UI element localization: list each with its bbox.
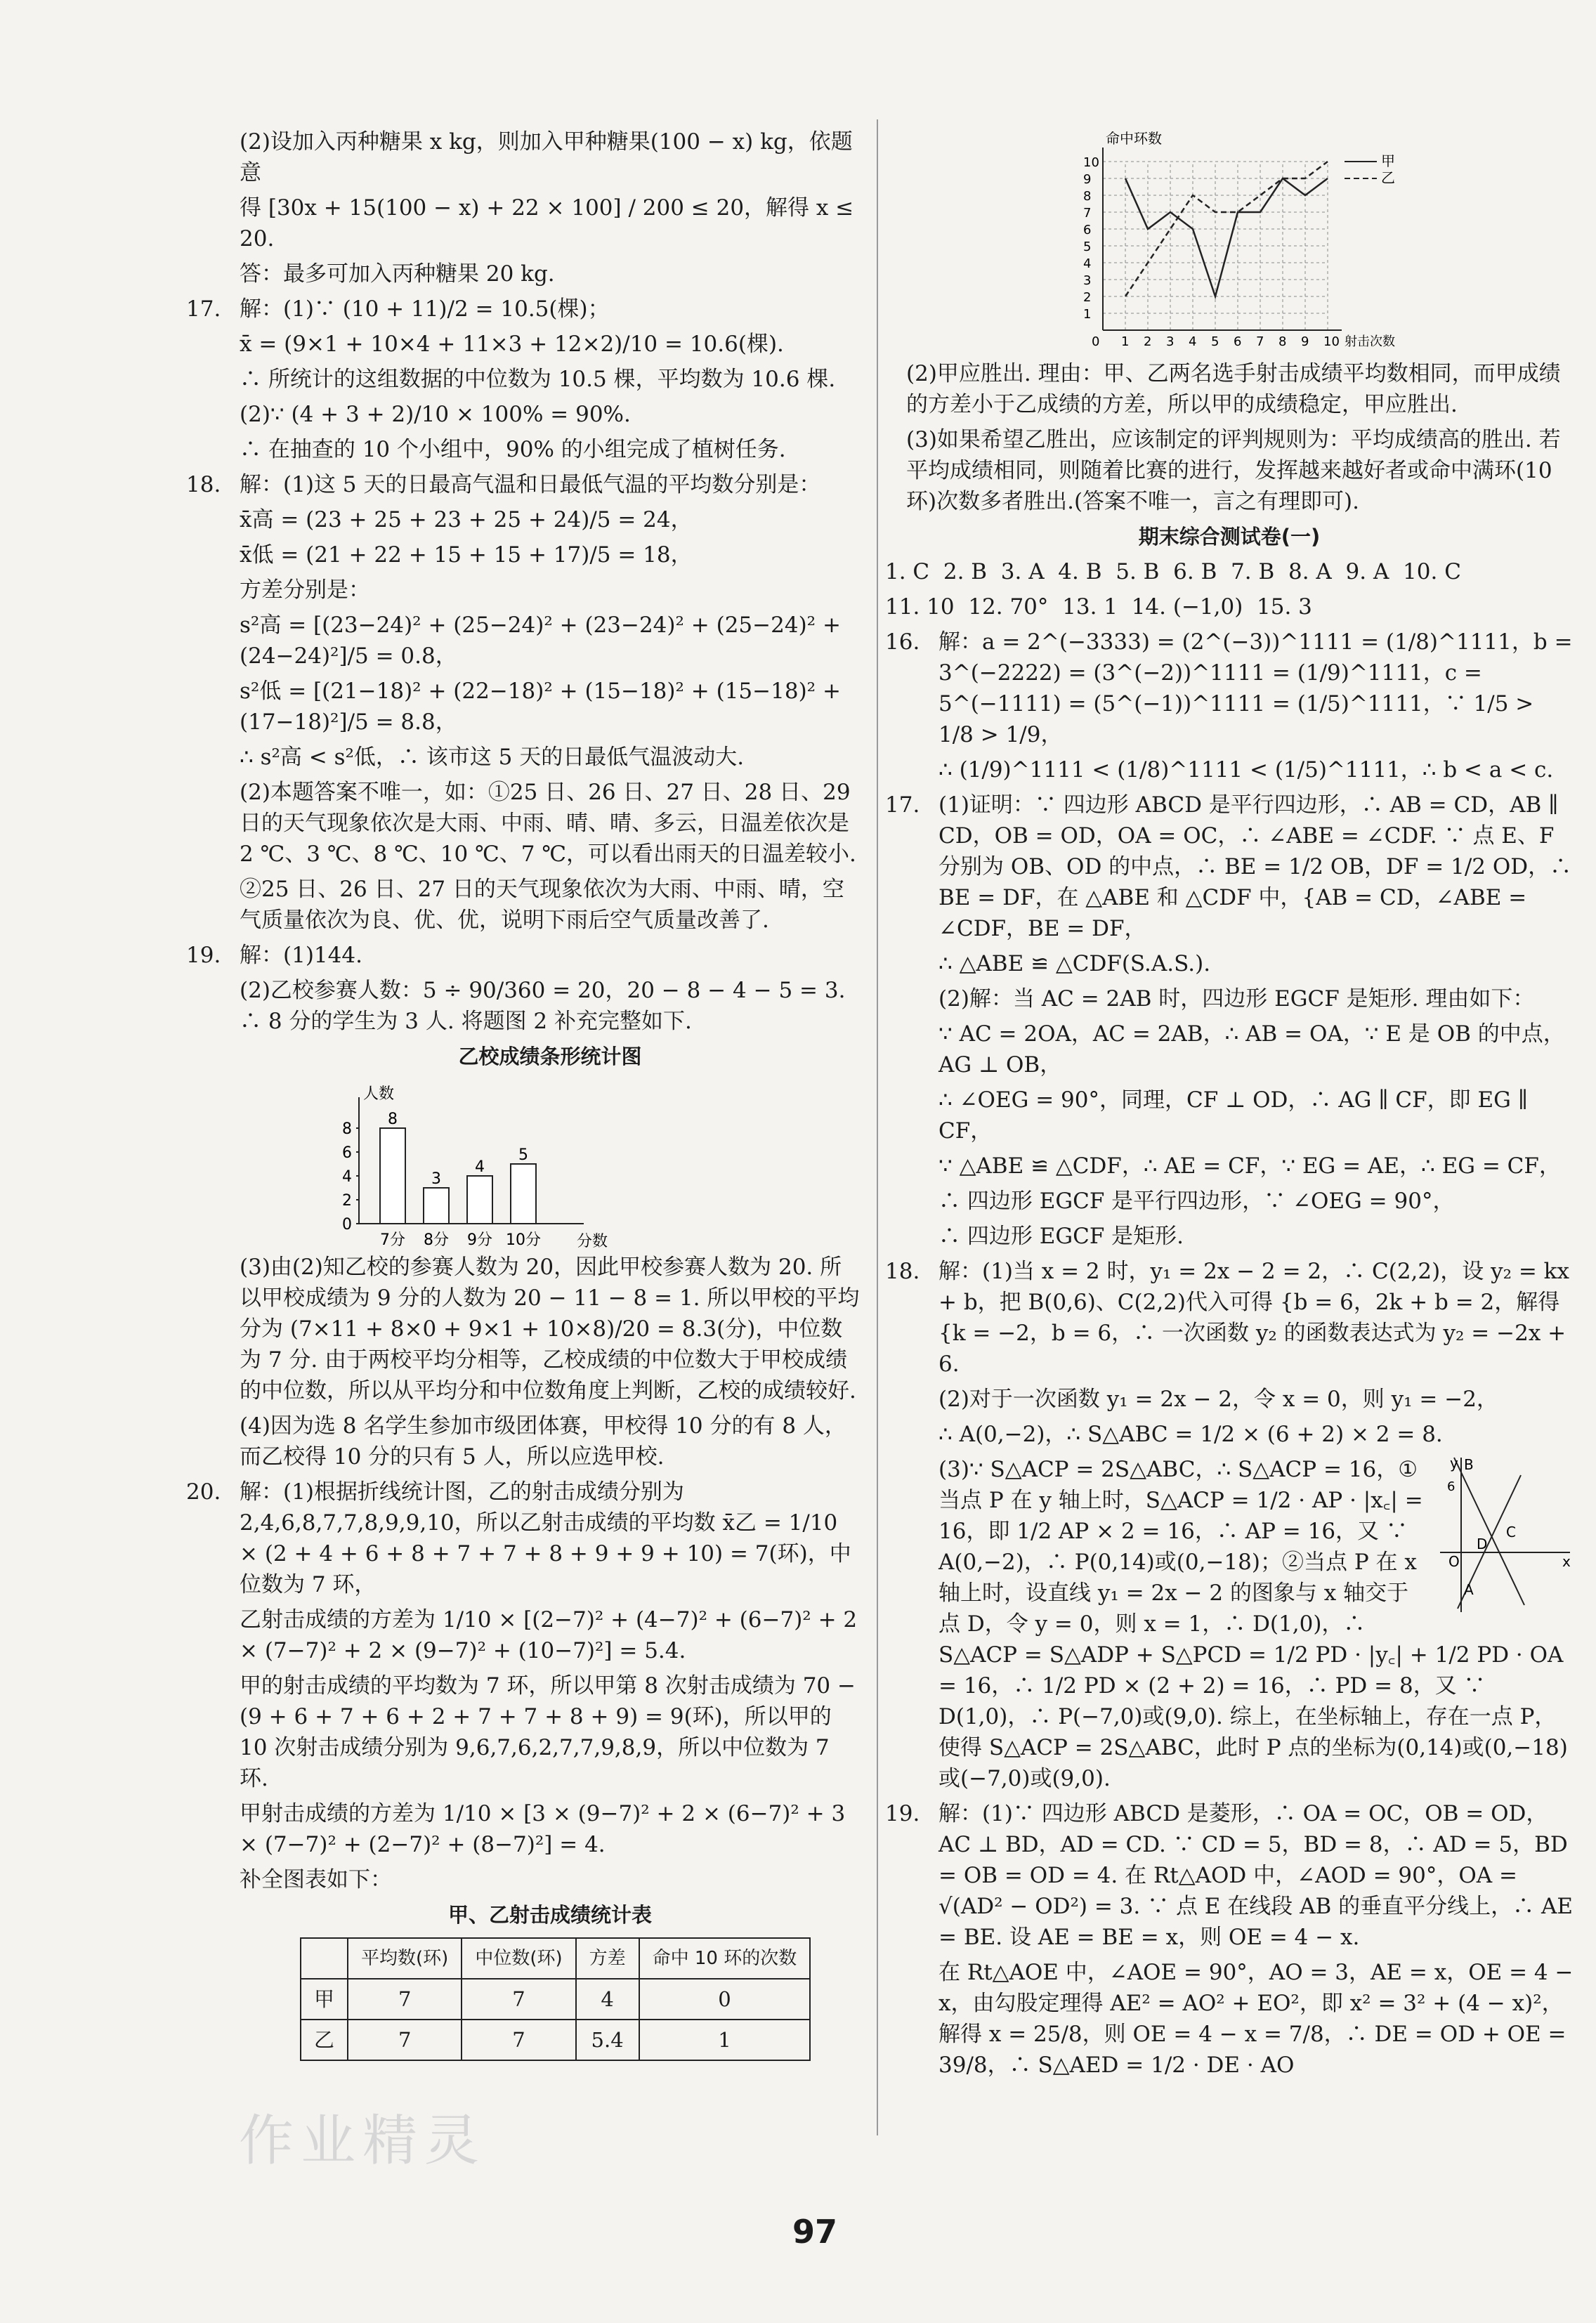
q16-part2: (2)设加入丙种糖果 x kg，则加入甲种糖果(100 − x) kg，依题意 得 [30x + 15(100 − x) + 22 × 100] / 200 ≤ 20，解得 x ≤ 20. 答：最多可加入丙种糖果 20 kg.: [240, 129, 861, 287]
category-label: 9分: [467, 1231, 492, 1249]
exam-title: 期末综合测试卷(一): [1138, 525, 1321, 549]
page-number: 97: [792, 2213, 837, 2251]
table-row: 乙 7 7 5.4 1: [301, 2020, 810, 2060]
q19-solution-right: 19. 解：(1)∵ 四边形 ABCD 是菱形，∴ OA = OC，OB = OD，AC ⊥ BD，AD = CD. ∵ CD = 5，BD = 8，∴ AD = 5，BD = OB = OD = 4. 在 Rt△AOD 中，∠AOD = 90°，OA = √(AD² − OD²) = 3. ∵ 点 E 在线段 AB 的垂直平分线上，∴ AE = BE. 设 AE = BE = x，则 OE = 4 − x. 在 Rt△AOE 中，∠AOE = 90°，AO = 3，AE = x，OE = 4 − x，由勾股定理得 AE² = AO² + EO²，即 x² = 3² + (4 − x)²，解得 x = 25/8，则 OE = 4 − x = 7/8，∴ DE = OD + OE = 39/8，∴ S△AED = 1/2 · DE · AO: [885, 1801, 1581, 2078]
label-x: x: [1562, 1553, 1571, 1570]
line-chart: [1068, 126, 1461, 358]
shooting-stat-table: [300, 1937, 811, 2061]
category-label: 10分: [506, 1231, 541, 1249]
right-column: [885, 126, 1581, 2085]
y-tick-label: 8: [1083, 189, 1092, 204]
x-tick-label: 10: [1323, 334, 1340, 349]
y-tick-label: 7: [1083, 206, 1092, 221]
q17-proof: 17. (1)证明：∵ 四边形 ABCD 是平行四边形，∴ AB = CD，AB ∥ CD，OB = OD，OA = OC，∴ ∠ABE = ∠CDF. ∵ 点 E、F 分别为 OB、OD 的中点，∴ BE = 1/2 OB，DF = 1/2 OD，∴ BE = DF，在 △ABE 和 △CDF 中，{AB = CD，∠ABE = ∠CDF，BE = DF， ∴ △ABE ≌ △CDF(S.A.S.). (2)解：当 AC = 2AB 时，四边形 EGCF 是矩形. 理由如下： ∵ AC = 2OA，AC = 2AB，∴ AB = OA，∵ E 是 OB 的中点，AG ⊥ OB， ∴ ∠OEG = 90°，同理，CF ⊥ OD，∴ AG ∥ CF，即 EG ∥ CF， ∵ △ABE ≌ △CDF，∴ AE = CF，∵ EG = AE，∴ EG = CF， ∴ 四边形 EGCF 是平行四边形，∵ ∠OEG = 90°， ∴ 四边形 EGCF 是矩形.: [885, 792, 1578, 1249]
x-tick-label: 1: [1121, 334, 1130, 349]
y-tick-label: 0: [342, 1216, 352, 1234]
y-axis-label: 人数: [363, 1085, 395, 1103]
x-tick-label: 3: [1166, 334, 1175, 349]
y-tick-label: 10: [1083, 155, 1099, 170]
y-tick-label: 2: [342, 1192, 352, 1210]
bar-value-label: 5: [518, 1146, 528, 1164]
bar-value-label: 4: [475, 1158, 485, 1176]
q17-solution: 17. 解：(1)∵ (10 + 11)/2 = 10.5(棵)； x̄ = (9×1 + 10×4 + 11×3 + 12×2)/10 = 10.6(棵). ∴ 所统计的这组数据的中位数为 10.5 棵，平均数为 10.6 棵. (2)∵ (4 + 3 + 2)/10 × 100% = 90%. ∴ 在抽查的 10 个小组中，90% 的小组完成了植树任务.: [186, 296, 836, 462]
label-d: D: [1477, 1536, 1488, 1552]
mc-answers-1: 1. C 2. B 3. A 4. B 5. B 6. B 7. B 8. A 9. A 10. C: [885, 559, 1461, 584]
legend-label: 甲: [1381, 152, 1395, 169]
coordinate-graph: [1433, 1454, 1574, 1616]
column-divider: [877, 119, 878, 2135]
q20-continued: (2)甲应胜出. 理由：甲、乙两名选手射击成绩平均数相同，而甲成绩的方差小于乙成绩的方差，所以甲的成绩稳定，甲应胜出. (3)如果希望乙胜出，应该制定的评判规则为：平均成绩高的胜出. 若平均成绩相同，则随着比赛的进行，发挥越来越好者或命中满环(10 环)次数多者胜出.(答案不唯一，言之有理即可).: [906, 361, 1561, 514]
x-tick-label: 7: [1256, 334, 1264, 349]
x-tick-label: 2: [1144, 334, 1152, 349]
y-tick-label: 5: [1083, 240, 1092, 254]
y-tick-label: 1: [1083, 307, 1092, 322]
bar-value-label: 8: [388, 1111, 398, 1128]
bar-chart: [324, 1076, 619, 1252]
x-axis-label: 分数: [577, 1233, 608, 1250]
watermark: 作业精灵: [239, 2109, 487, 2173]
x-tick-label: 6: [1234, 334, 1242, 349]
q18-solution: 18. 解：(1)这 5 天的日最高气温和日最低气温的平均数分别是： x̄高 = (23 + 25 + 23 + 25 + 24)/5 = 24， x̄低 = (21 + 22 + 15 + 15 + 17)/5 = 18， 方差分别是： s²高 = [(23−24)² + (25−24)² + (23−24)² + (25−24)² + (24−24)²]/5 = 0.8， s²低 = [(21−18)² + (22−18)² + (15−18)² + (15−18)² + (17−18)²]/5 = 8.8， ∴ s²高 < s²低，∴ 该市这 5 天的日最低气温波动大. (2)本题答案不唯一，如：①25 日、26 日、27 日、28 日、29 日的天气现象依次是大雨、中雨、晴、晴、多云，日温差依次是 2 ℃、3 ℃、8 ℃、10 ℃、7 ℃，可以看出雨天的日温差较小. ②25 日、26 日、27 日的天气现象依次为大雨、中雨、晴，空气质量依次为良、优、优，说明下雨后空气质量改善了.: [186, 472, 858, 933]
y-tick-label: 9: [1083, 172, 1092, 187]
x-tick-label: 8: [1278, 334, 1287, 349]
series-line-jia: [1125, 178, 1328, 296]
bar: [424, 1188, 449, 1224]
bar: [380, 1128, 405, 1224]
label-y: y: [1450, 1455, 1458, 1472]
label-6: 6: [1447, 1479, 1456, 1494]
category-label: 8分: [424, 1231, 449, 1249]
q16-solution: 16. 解：a = 2^(−3333) = (2^(−3))^1111 = (1/8)^1111，b = 3^(−2222) = (3^(−2))^1111 = (1/9)^1111，c = 5^(−1111) = (5^(−1))^1111 = (1/5)^1111，∵ 1/5 > 1/8 > 1/9， ∴ (1/9)^1111 < (1/8)^1111 < (1/5)^1111，∴ b < a < c.: [885, 629, 1580, 783]
y-tick-label: 3: [1083, 273, 1092, 288]
y-tick-label: 4: [1083, 256, 1092, 271]
q19-solution: 19. 解：(1)144. (2)乙校参赛人数：5 ÷ 90/360 = 20，20 − 8 − 4 − 5 = 3. ∴ 8 分的学生为 3 人. 将题图 2 补充完整如下. 乙校成绩条形统计图 人数 分数 0 2 4 6 8 8 7分 3 8分 4 9分 5 10分 (3)由(2)知乙校的参赛人数为 20，因此甲校参赛人数为 20. 所以甲校成绩为 9 分的人数为 20 − 11 − 8 = 1. 所以甲校的平均分为 (7×11 + 8×0 + 9×1 + 10×8)/20 = 8.3(分)，中位数为 7 分. 由于两校平均分相等，乙校成绩的中位数大于甲校成绩的中位数，所以从平均分和中位数角度上判断，乙校的成绩较好. (4)因为选 8 名学生参加市级团体赛，甲校得 10 分的有 8 人，而乙校得 10 分的只有 5 人，所以应选甲校.: [186, 943, 860, 1470]
table-row: 甲 7 7 4 0: [301, 1979, 810, 2020]
y-tick-label: 4: [342, 1168, 352, 1186]
x-axis-label: 射击次数: [1345, 334, 1395, 349]
left-column: [186, 126, 864, 2061]
q20-solution: 20. 解：(1)根据折线统计图，乙的射击成绩分别为 2,4,6,8,7,7,8,9,9,10，所以乙射击成绩的平均数 x̄乙 = 1/10 × (2 + 4 + 6 + 8 + 7 + 7 + 8 + 9 + 9 + 10) = 7(环)，中位数为 7 环， 乙射击成绩的方差为 1/10 × [(2−7)² + (4−7)² + (6−7)² + 2 × (7−7)² + 2 × (9−7)² + (10−7)²] = 5.4. 甲的射击成绩的平均数为 7 环，所以甲第 8 次射击成绩为 70 − (9 + 6 + 7 + 6 + 2 + 7 + 7 + 8 + 9) = 9(环)，所以甲的 10 次射击成绩分别为 9,6,7,6,2,7,7,9,8,9，所以中位数为 7 环. 甲射击成绩的方差为 1/10 × [3 × (9−7)² + 2 × (6−7)² + 3 × (7−7)² + (2−7)² + (8−7)²] = 4. 补全图表如下： 甲、乙射击成绩统计表 平均数(环) 中位数(环) 方差 命中 10 环的次数 甲 7 7 4 0 乙 7 7 5.4 1: [186, 1477, 861, 2061]
category-label: 7分: [380, 1231, 405, 1249]
x-tick-label: 4: [1189, 334, 1197, 349]
y-tick-label: 2: [1083, 290, 1092, 305]
stat-table-title: 甲、乙射击成绩统计表: [447, 1903, 652, 1927]
label-b: B: [1464, 1456, 1474, 1473]
legend-label: 乙: [1381, 169, 1395, 186]
label-c: C: [1506, 1524, 1516, 1540]
label-a: A: [1464, 1581, 1474, 1598]
mc-answers-2: 11. 10 12. 70° 13. 1 14. (−1,0) 15. 3: [885, 594, 1312, 620]
x-tick-label: 5: [1211, 334, 1219, 349]
y-tick-label: 6: [1083, 223, 1092, 237]
y-tick-label: 8: [342, 1120, 352, 1138]
table-header-row: 平均数(环) 中位数(环) 方差 命中 10 环的次数: [301, 1938, 810, 1979]
y-axis-label: 命中环数: [1106, 130, 1162, 147]
q18-solution-right: 18. 解：(1)当 x = 2 时，y₁ = 2x − 2 = 2，∴ C(2,2)，设 y₂ = kx + b，把 B(0,6)、C(2,2)代入可得 {b = 6，2k + b = 2，解得 {k = −2，b = 6，∴ 一次函数 y₂ 的函数表达式为 y₂ = −2x + 6. (2)对于一次函数 y₁ = 2x − 2，令 x = 0，则 y₁ = −2， ∴ A(0,−2)，∴ S△ABC = 1/2 × (6 + 2) × 2 = 8. B C D O A x y 6 (3)∵ S△ACP = 2S△ABC，∴ S△ACP = 16，①当点 P 在 y 轴上时，S△ACP = 1/2 · AP · |x꜀| = 16，即 1/2 AP × 2 = 16，∴ AP = 16，又 ∵ A(0,−2)，∴ P(0,14)或(0,−18)；②当点 P 在 x 轴上时，设直线 y₁ = 2x − 2 的图象与 x 轴交于点 D，令 y = 0，则 x = 1，∴ D(1,0)，∴ S△ACP = S△ADP + S△PCD = 1/2 PD · |y꜀| + 1/2 PD · OA = 16，∴ 1/2 PD × (2 + 2) = 16，∴ PD = 8，又 ∵ D(1,0)，∴ P(−7,0)或(9,0). 综上，在坐标轴上，存在一点 P，使得 S△ACP = 2S△ABC，此时 P 点的坐标为(0,14)或(0,−18)或(−7,0)或(9,0).: [885, 1259, 1576, 1791]
bar: [467, 1176, 492, 1224]
origin-label: 0: [1092, 334, 1100, 349]
label-o: O: [1448, 1553, 1460, 1570]
y-tick-label: 6: [342, 1144, 352, 1162]
bar-chart-title: 乙校成绩条形统计图: [458, 1045, 642, 1068]
x-tick-label: 9: [1301, 334, 1309, 349]
bar: [511, 1164, 536, 1224]
bar-value-label: 3: [431, 1170, 441, 1188]
